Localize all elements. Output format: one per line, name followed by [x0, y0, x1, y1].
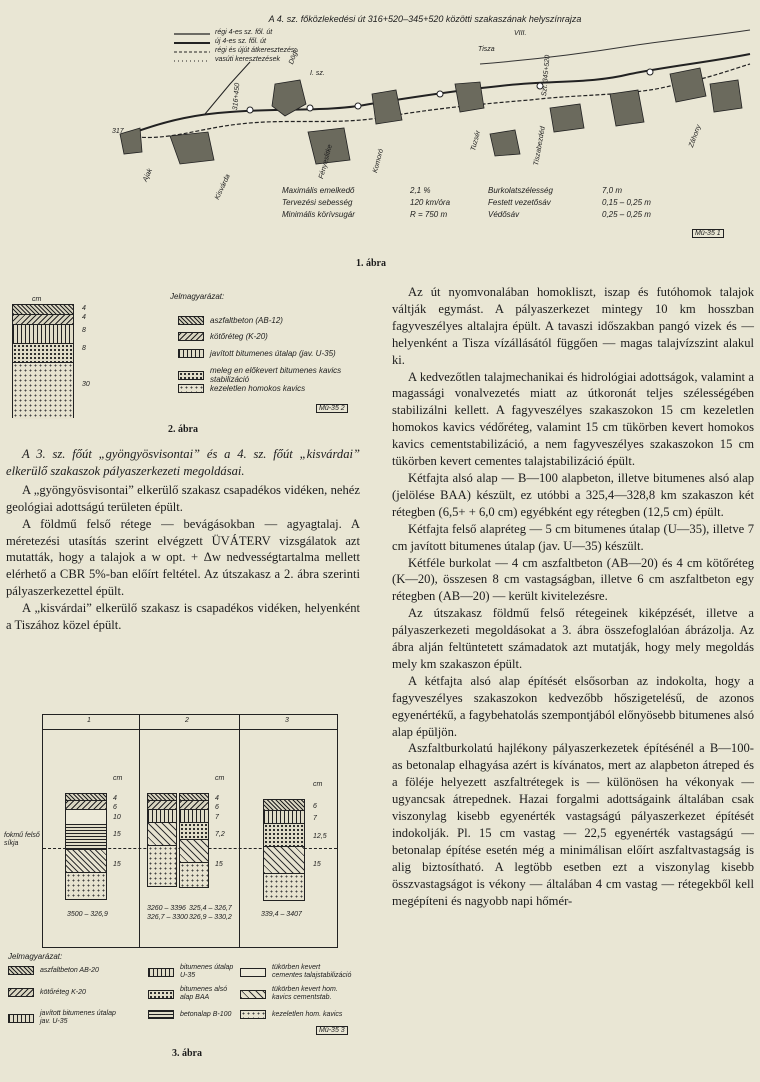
fig3-legend-title: Jelmagyarázat:: [8, 952, 63, 961]
fig3-c2-v4: 7,2: [215, 831, 225, 838]
fig3-c1-v5: 15: [113, 861, 121, 868]
fig3-legend-cemstab: tükörben kevert hom. kavics cementstab.: [240, 986, 352, 1002]
param-pavement-width-value: 7,0 m: [602, 186, 623, 195]
fig3-c3-v3: 12,5: [313, 833, 327, 840]
param-shoulder: Védősáv: [488, 210, 520, 219]
map-legend-2: új 4-es sz. fől. út: [215, 38, 266, 45]
paragraph-r2: A kedvezőtlen talajmechanikai és hidrológiai adottságok, valamint a magassági vonalvezetés miatt az útkoronát teljes szélességében stabilizálni kellett. A fagyveszélyes szakaszokon 15 cm kezeletlen homokos kavics védőréteg, valamint 15 cm tükörben kevert homokos kavics cementstabilizáció, a nem fagyveszélyes szakaszokon 15 cm tükörben kevert cementes talajstabilizáció épült.: [392, 369, 754, 469]
fig3-station-4: 326,7 – 3300: [147, 914, 188, 921]
place-tuzser: Tuzsér: [470, 129, 483, 152]
fig3-col1-cm: cm: [113, 775, 123, 782]
figure-2-code: Mű-35 2: [316, 404, 348, 413]
fig3-c1-v2: 6: [113, 804, 117, 811]
figure-1-caption: 1. ábra: [356, 258, 386, 269]
fig2-legend-javu35: javított bitumenes útalap (jav. U-35): [178, 349, 336, 358]
fig2-thick-4: 8: [82, 345, 86, 352]
fig3-col-3: 3: [285, 717, 289, 724]
figure-3-code: Mű-35 3: [316, 1026, 348, 1035]
param-lane-marking: Festett vezetősáv: [488, 198, 551, 207]
place-zahony: Záhony: [688, 124, 703, 149]
fig3-c2-v1: 4: [215, 795, 219, 802]
map-legend-4: vasúti keresztezések: [215, 56, 280, 63]
fig2-legend-k20: kötőréteg (K-20): [178, 332, 268, 341]
paragraph-r8: Aszfaltburkolatú hajlékony pályaszerkezetek építésénél a B—100-as betonalap elhagyása azért is kívánatos, mert az alapbeton átreped és a föléje helyezett aszfaltrétegek is — különösen ha vékonyak — ugyancsak átrepednek. Hazai forgalmi adottságaink általában csak viszonylag kisebb egyenérték vastagságú pályaszerkezet építését indokolják. Pl. 15 cm vastag — 22,5 egyenérték vastagságú — betonalap építése esetén még a minimálisan előírt aszfaltvastagság is alig biztosítható. A legtöbb esetben ezt a viszonylag kisebb összvastagságot is vékony — általában 4 cm vastag — rétegekből kell megépíteni és nagyobb napi hőmér-: [392, 741, 754, 908]
fig2-legend-ab12: aszfaltbeton (AB-12): [178, 316, 283, 325]
fig3-c2-v5: 15: [215, 861, 223, 868]
place-tisza: Tisza: [478, 46, 495, 53]
paragraph-r1: Az út nyomvonalában homokliszt, iszap és futóhomok talajok váltják egymást. A pályaszerkezet mintegy 10 km hosszban fagyveszélyes altalajra épült. A tavaszi időszakban pangó vizek és — helyenként a Tisza vízállásától függően — magas talajvízszint alakul ki.: [392, 285, 754, 367]
fig3-legend-baa: bitumenes alsó alap BAA: [148, 986, 240, 1002]
place-tiszabezded: Tiszabezdéd: [533, 125, 547, 167]
param-design-speed-value: 120 km/óra: [410, 198, 451, 207]
figure-1-title: A 4. sz. főközlekedési út 316+520–345+520 közötti szakaszának helyszínrajza: [268, 14, 582, 24]
place-komoro: Komoró: [372, 148, 386, 174]
figure-1-code: Mű-35 1: [692, 229, 724, 238]
param-max-grade-value: 2,1 %: [410, 186, 431, 195]
fig3-column-2a: [147, 793, 177, 887]
station-end: Szt. 345+520: [541, 54, 552, 97]
fig3-legend-homkavics: kezeletlen hom. kavics: [240, 1010, 342, 1019]
figure-3-caption: 3. ábra: [172, 1048, 202, 1059]
right-column-text: [392, 284, 754, 910]
fig2-legend-title: Jelmagyarázat:: [170, 292, 225, 301]
param-design-speed: Tervezési sebesség: [282, 198, 353, 207]
paragraph-gyongyos: A „gyöngyösvisontai” elkerülő szakasz csapadékos vidéken, nehéz geológiai adottságú területen épült.: [6, 482, 360, 514]
fig3-column-3: [263, 799, 305, 901]
fig3-c1-v3: 10: [113, 814, 121, 821]
paragraph-r5: Kétféle burkolat — 4 cm aszfaltbeton (AB—20) és 4 cm kötőréteg (K—20), összesen 8 cm vastagságban, illetve 6 cm aszfaltbeton egy rétegben (AB—20) — került kivitelezésre.: [392, 555, 754, 604]
fig3-legend-u35: bitumenes útalap U-35: [148, 964, 240, 980]
fig2-cm-label: cm: [32, 296, 42, 303]
fig3-legend-k20: kötőréteg K-20: [8, 988, 86, 997]
fig2-thick-3: 8: [82, 327, 86, 334]
paragraph-r4: Kétfajta felső alapréteg — 5 cm bitumenes útalap (U—35), illetve 7 cm javított bitumenes útalap (jav. U—35) készült.: [392, 521, 754, 553]
fig3-c2-v3: 7: [215, 814, 219, 821]
fig3-col3-cm: cm: [313, 781, 323, 788]
left-column-text: [6, 446, 360, 634]
fig3-station-6: 339,4 – 3407: [261, 911, 302, 918]
fig3-station-5: 326,9 – 330,2: [189, 914, 232, 921]
fig3-station-2: 3260 – 3396: [147, 905, 186, 912]
fig3-c2-v2: 6: [215, 804, 219, 811]
param-min-radius-value: R = 750 m: [410, 210, 448, 219]
place-ajak: Ajak: [142, 167, 155, 183]
fig3-col-2: 2: [185, 717, 189, 724]
paragraph-r3: Kétfajta alsó alap — B—100 alapbeton, illetve bitumenes alsó alap (jelölése BAA) készült, ez utóbbi a 325,4—328,8 km szakaszon két rétegben (6,5+ + 6,0 cm) egyébként egy rétegben (12,5 cm) épült.: [392, 470, 754, 519]
param-max-grade: Maximális emelkedő: [282, 186, 355, 195]
label-i-sz: I. sz.: [310, 70, 325, 77]
fig3-c3-v2: 7: [313, 815, 317, 822]
param-pavement-width: Burkolatszélesség: [488, 186, 553, 195]
place-kisvarda: Kisvárda: [214, 173, 232, 201]
fig3-station-1: 3500 – 326,9: [67, 911, 108, 918]
figure-3-frame: [42, 714, 338, 948]
fig3-c3-v4: 15: [313, 861, 321, 868]
fig2-layer-column: [12, 304, 74, 418]
label-viii: VIII.: [514, 30, 527, 37]
place-doge: Döge: [288, 47, 301, 66]
fig3-left-label: fokmű felső síkja: [4, 832, 40, 847]
fig3-c3-v1: 6: [313, 803, 317, 810]
map-legend-3: régi és újút átkeresztezés: [215, 47, 295, 54]
fig3-column-2b: [179, 793, 209, 888]
section-heading: A 3. sz. főút „gyöngyösvisontai” és a 4. sz. főút „kisvárdai” elkerülő szakaszok pályaszerkezeti megoldásai.: [6, 447, 360, 478]
fig3-col-1: 1: [87, 717, 91, 724]
paragraph-r6: Az útszakasz földmű felső rétegeinek kiképzését, illetve a pályaszerkezeti megoldásokat a 3. ábra összefoglalóan ábrázolja. Az ábra alján feltüntetett számadatok azt mutatják, hogy mely megoldás mely km szakaszon épült.: [392, 606, 754, 671]
param-shoulder-value: 0,25 – 0,25 m: [602, 210, 651, 219]
map-legend-1: régi 4-es sz. fől. út: [215, 29, 273, 36]
fig3-c1-v4: 15: [113, 831, 121, 838]
fig3-legend-javu35: javított bitumenes útalap jav. U-35: [8, 1010, 126, 1026]
map-legend: [174, 34, 210, 61]
param-min-radius: Minimális körívsugár: [282, 210, 355, 219]
station-start: 316+450: [232, 82, 242, 111]
fig2-legend-homokos: kezeletlen homokos kavics: [178, 384, 305, 393]
paragraph-foldmu: A földmű felső rétege — bevágásokban — agyagtalaj. A méretezési utasítás szerint elvégzett ÜVÁTERV vizsgálatok azt mutatták, hogy a talajok a w opt. + Δw nedvességtartalma mellett elérhető a CBR 5%-ban előírt feltétel. Az útszakasz a 2. ábra szerinti pályaszerkezettel épült.: [6, 516, 360, 599]
fig2-thick-2: 4: [82, 314, 86, 321]
figure-2-caption: 2. ábra: [168, 424, 198, 435]
fig2-thick-5: 30: [82, 381, 90, 388]
place-fenyeslitke: Fényeslitke: [318, 143, 334, 180]
fig3-station-3: 325,4 – 326,7: [189, 905, 232, 912]
station-317: 317: [112, 128, 124, 135]
fig2-thick-1: 4: [82, 305, 86, 312]
fig3-legend-b100: betonalap B-100: [148, 1010, 231, 1019]
fig3-column-1: [65, 793, 107, 900]
param-lane-marking-value: 0,15 – 0,25 m: [602, 198, 651, 207]
fig3-legend-ab20: aszfaltbeton AB-20: [8, 966, 99, 975]
fig2-legend-meleg: meleg en előkevert bitumenes kavics stabilizáció: [178, 366, 350, 384]
fig3-legend-talajstab: tükörben kevert cementes talajstabilizáció: [240, 964, 352, 980]
paragraph-r7: A kétfajta alsó alap építését elsősorban az indokolta, hogy a fagyveszélyes szakaszokon kedvezőbb hőszigetelésű, de azonos egyenértékű, a fagybehatolás szempontjából előnyösebb bitumenes alsó alap épüljön.: [392, 673, 754, 739]
paragraph-kisvarda: A „kisvárdai” elkerülő szakasz is csapadékos vidéken, helyenként a Tiszához közel épült.: [6, 601, 360, 633]
fig3-c1-v1: 4: [113, 795, 117, 802]
fig3-col2-cm: cm: [215, 775, 225, 782]
